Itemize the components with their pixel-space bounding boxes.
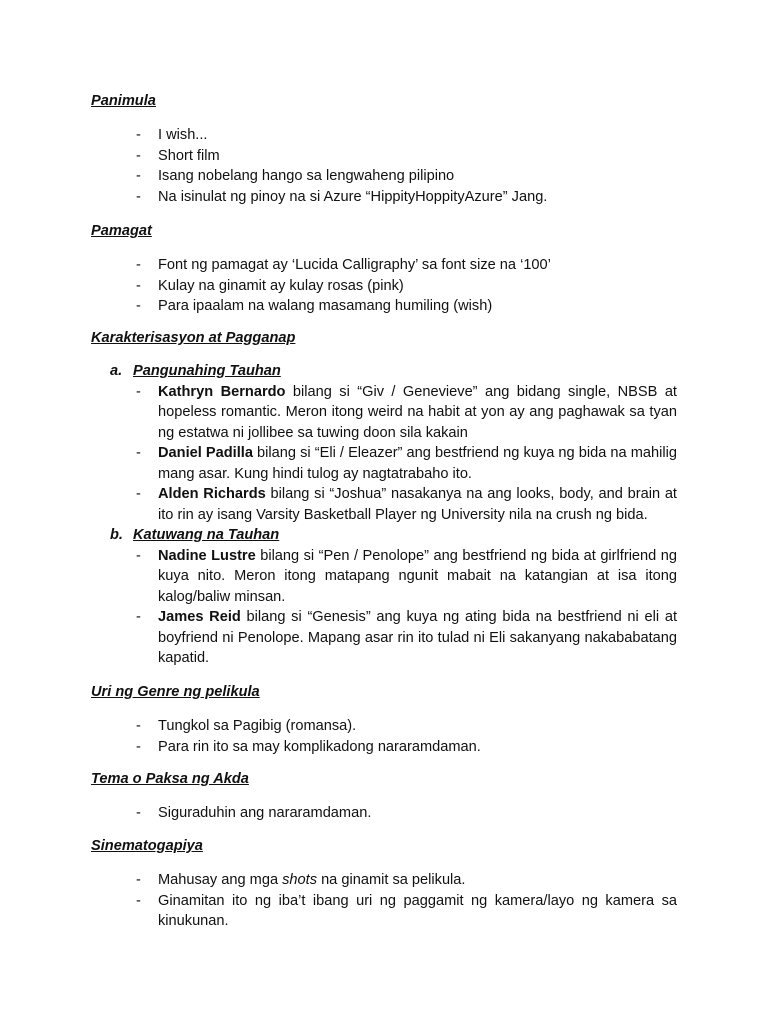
list-sinematogapiya	[91, 870, 691, 932]
section-sinematogapiya	[91, 836, 691, 932]
section-tema	[91, 769, 691, 824]
list-item: - Na isinulat ng pinoy na si Azure “HippityHoppityAzure” Jang.	[136, 188, 548, 205]
list-item: - James Reid bilang si “Genesis” ang kuya ng ating bida na bestfriend ni eli at boyfriend ni Penolope. Mapang asar rin ito tulad ni Eli sakanyang nakababatang kapatid.	[136, 609, 677, 666]
list-item: - Alden Richards bilang si “Joshua” nasakanya na ang looks, body, and brain at ito rin ay isang Varsity Basketball Player ng University nila na crush ng bida.	[136, 486, 677, 523]
list-item: - Para rin ito sa may komplikadong nararamdaman.	[136, 738, 481, 755]
list-genre	[91, 716, 691, 757]
list-tema	[91, 803, 691, 824]
heading-panimula: Panimula	[91, 93, 156, 109]
list-item: - Siguraduhin ang nararamdaman.	[136, 805, 372, 821]
section-genre	[91, 682, 691, 757]
section-pamagat	[91, 221, 691, 317]
group-katuwang-na-tauhan: b. Katuwang na Tauhan - Nadine Lustre bilang si “Pen / Penolope” ang bestfriend ng bida at girlfriend ng kuya nito. Meron itong matapang ngunit mabait na katangian at isa itong kalog/baliw minsan. - James Reid bilang si “Genesis” ang kuya ng ating bida na bestfriend ni eli at boyfriend ni Penolope. Mapang asar rin ito tulad ni Eli sakanyang nakababatang kapatid.	[91, 525, 691, 669]
list-item: - Kathryn Bernardo bilang si “Giv / Genevieve” ang bidang single, NBSB at hopeless romantic. Meron itong weird na habit at yon ay ang paghawak sa tyan ng estatwa ni jollibee sa tuwing doon sila kakain	[136, 383, 677, 441]
heading-pamagat: Pamagat	[91, 223, 152, 239]
list-katuwang-na-tauhan	[91, 546, 691, 669]
list-item: - Isang nobelang hango sa lengwaheng pilipino	[136, 168, 455, 184]
list-panimula	[91, 125, 691, 207]
list-item: - Ginamitan ito ng iba’t ibang uri ng paggamit ng kamera/layo ng kamera sa kinukunan.	[136, 892, 677, 929]
heading-karakterisasyon: Karakterisasyon at Pagganap	[91, 330, 296, 346]
list-item: - Font ng pamagat ay ‘Lucida Calligraphy’ sa font size na ‘100’	[136, 257, 551, 273]
list-pamagat	[91, 255, 691, 317]
subheading-pangunahing-tauhan: Pangunahing Tauhan	[133, 363, 281, 379]
list-item: - Mahusay ang mga shots na ginamit sa pelikula.	[136, 872, 466, 888]
list-item: - Short film	[136, 147, 220, 164]
list-item: - Tungkol sa Pagibig (romansa).	[136, 718, 357, 734]
list-item: - Nadine Lustre bilang si “Pen / Penolope” ang bestfriend ng bida at girlfriend ng kuya nito. Meron itong matapang ngunit mabait na katangian at isa itong kalog/baliw minsan.	[136, 547, 677, 605]
section-karakterisasyon	[91, 328, 691, 669]
section-panimula	[91, 91, 691, 207]
list-item: - I wish...	[136, 127, 208, 143]
heading-tema: Tema o Paksa ng Akda	[91, 771, 249, 787]
heading-sinematogapiya: Sinematogapiya	[91, 838, 203, 854]
list-item: - Kulay na ginamit ay kulay rosas (pink)	[136, 277, 404, 294]
list-pangunahing-tauhan	[91, 382, 691, 526]
subheading-katuwang-na-tauhan: Katuwang na Tauhan	[133, 527, 280, 543]
heading-genre: Uri ng Genre ng pelikula	[91, 684, 260, 700]
list-item: - Para ipaalam na walang masamang humiling (wish)	[136, 298, 493, 314]
list-item: - Daniel Padilla bilang si “Eli / Eleazer” ang bestfriend ng kuya ng bida na mahilig mang asar. Kung hindi tulog ay nagtatrabaho ito.	[136, 445, 677, 482]
group-pangunahing-tauhan: a. Pangunahing Tauhan - Kathryn Bernardo bilang si “Giv / Genevieve” ang bidang single, NBSB at hopeless romantic. Meron itong weird na habit at yon ay ang paghawak sa tyan ng estatwa ni jollibee sa tuwing doon sila kakain - Daniel Padilla bilang si “Eli / Eleazer” ang bestfriend ng kuya ng bida na mahilig mang asar. Kung hindi tulog ay nagtatrabaho ito. - Alden Richards bilang si “Joshua” nasakanya na ang looks, body, and brain at ito rin ay isang Varsity Basketball Player ng University nila na crush ng bida.	[91, 361, 691, 525]
